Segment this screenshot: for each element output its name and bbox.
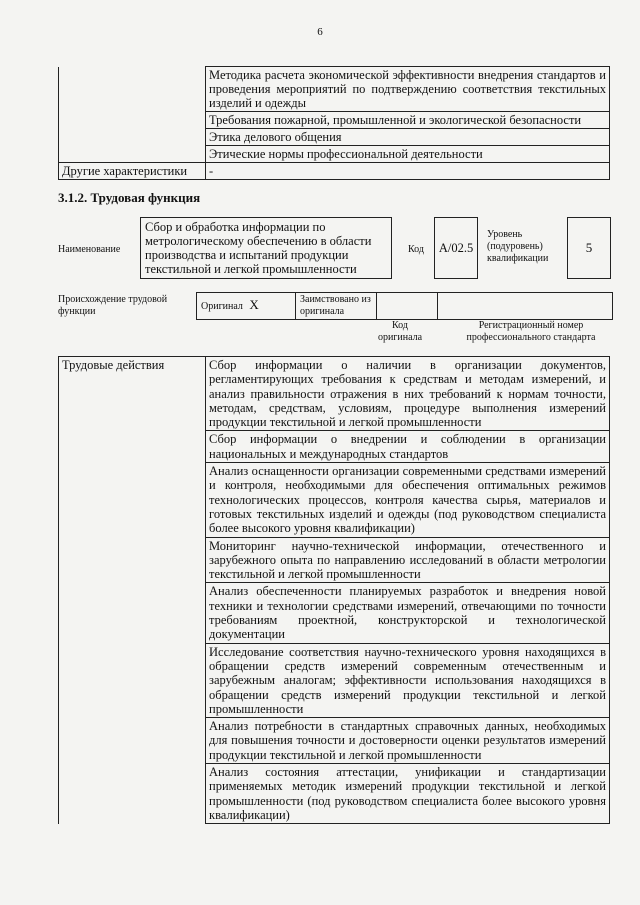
reg-number-label: Регистрационный номер профессионального стандарта: [466, 320, 596, 343]
labor-actions-label: Трудовые действия: [59, 357, 206, 824]
table-row: Анализ оснащенности организации современными средствами измерений и контроля, необходимыми для обеспечения оптимальных режимов технологических процессов, контроля качества сырья, материалов и готовых текстильных изделий и одежды (под руководством специалиста более высокого уровня квалификации): [206, 463, 610, 537]
table-row: Анализ обеспеченности планируемых разработок и внедрения новой техники и технологии средствами измерений, отвечающими по точности требованиям проектной, конструкторской и технологической документации: [206, 583, 610, 643]
other-characteristics-table: [58, 66, 610, 180]
table-row: Мониторинг научно-технической информации, отечественного и зарубежного опыта по направлению исследований в области метрологии текстильной и легкой промышленности: [206, 537, 610, 583]
table-row: Требования пожарной, промышленной и экологической безопасности: [206, 112, 610, 129]
reg-number-cell: [438, 293, 613, 320]
table-row: Анализ потребности в стандартных справочных данных, необходимых для повышения точности и достоверности оценки результатов измерений продукции текстильной и легкой промышленности: [206, 718, 610, 764]
origin-label: Происхождение трудовой функции: [58, 294, 168, 317]
code-original-label: Код оригинала: [377, 320, 423, 343]
name-label: Наименование: [58, 244, 121, 255]
other-characteristics-value: -: [206, 163, 610, 180]
qualification-level-value: 5: [567, 217, 611, 279]
section-title: 3.1.2. Трудовая функция: [58, 190, 201, 205]
table-row: Сбор информации о наличии в организации документов, регламентирующих требования к средствам и методам измерений, и анализ правильности отражения в них требований к нормам точности, методам, средствам, условиям, процедуре выполнения измерений продукции текстильной и легкой промышленности: [206, 357, 610, 431]
qualification-level-label-text: Уровень (подуровень) квалификации: [487, 229, 549, 264]
labor-actions-table: [58, 356, 610, 824]
table-row: Этика делового общения: [206, 129, 610, 146]
original-mark: X: [249, 297, 259, 312]
origin-table: [196, 292, 613, 320]
function-name-box: Сбор и обработка информации по метрологическому обеспечению в области производства и испытаний продукции текстильной и легкой промышленности: [140, 217, 392, 279]
other-characteristics-label: Другие характеристики: [59, 163, 206, 180]
table-row: Сбор информации о внедрении и соблюдении в организации национальных и международных стандартов: [206, 431, 610, 463]
table-row: Исследование соответствия научно-технического уровня находящихся в обращении средств измерений современным отечественным и зарубежным аналогам; эффективности использования находящихся в обращении средств измерений продукции текстильной и легкой промышленности: [206, 643, 610, 717]
page-number: 6: [317, 26, 323, 38]
table-left-empty-cell: [59, 67, 206, 163]
qualification-level-label: [487, 229, 559, 265]
table-row: Методика расчета экономической эффективности внедрения стандартов и проведения мероприятий по подтверждению соответствия текстильных изделий и одежды: [206, 67, 610, 112]
original-label: Оригинал: [201, 301, 243, 312]
code-original-cell: [377, 293, 438, 320]
original-cell: [197, 293, 296, 320]
borrowed-label: Заимствовано из оригинала: [296, 293, 377, 320]
code-label: Код: [408, 244, 424, 255]
table-row: Анализ состояния аттестации, унификации и стандартизации применяемых методик измерений продукции текстильной и легкой промышленности (под руководством специалиста более высокого уровня квалификации): [206, 764, 610, 824]
table-row: Этические нормы профессиональной деятельности: [206, 146, 610, 163]
code-value: А/02.5: [434, 217, 478, 279]
